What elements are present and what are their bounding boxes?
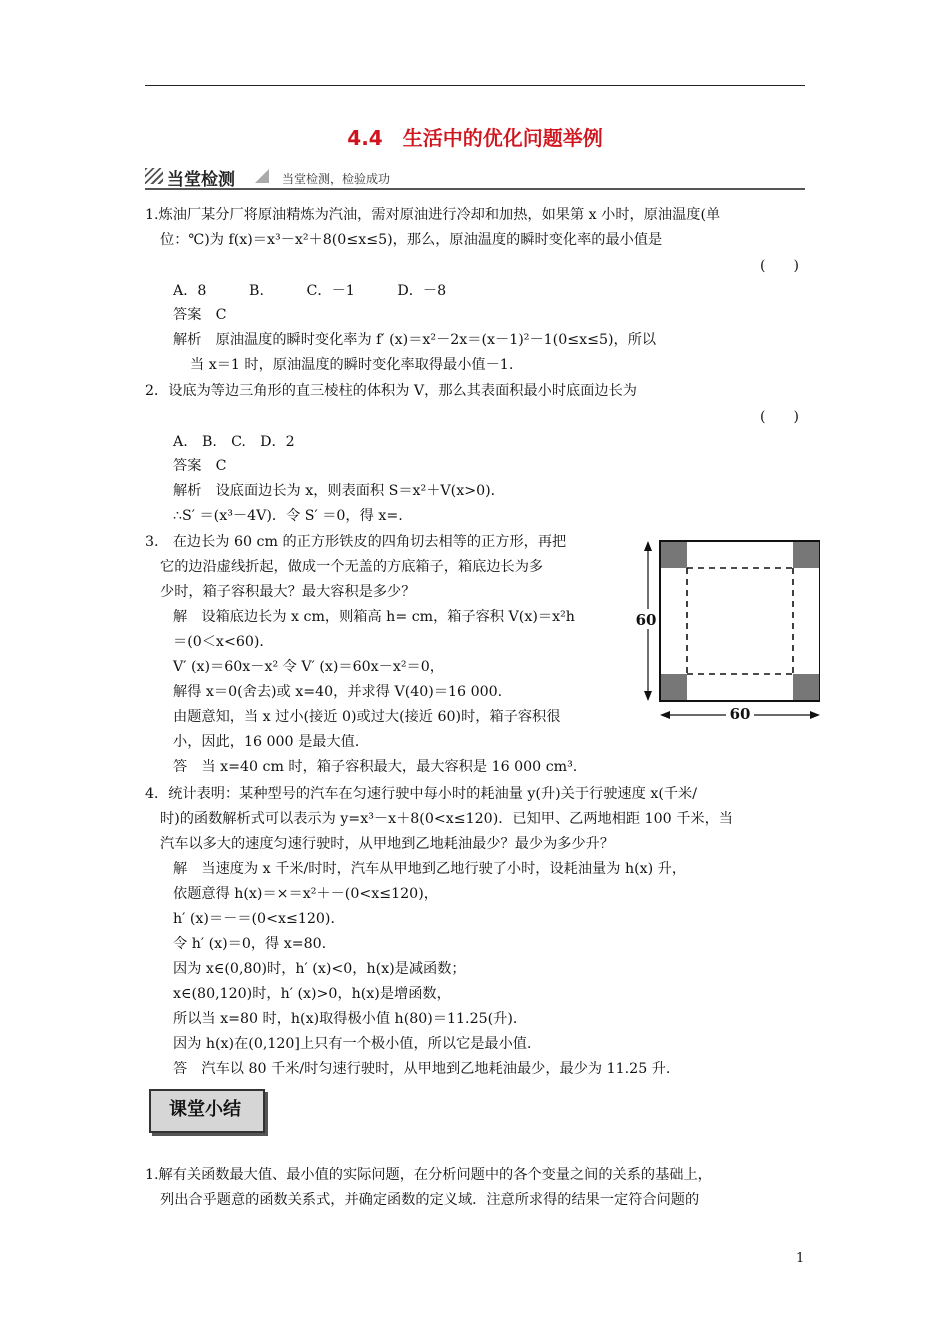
q3-line2: 它的边沿虚线折起，做成一个无盖的方底箱子，箱底边长为多 [160, 559, 544, 575]
q3-solution-line4: 解得 x＝0(舍去)或 x=40，并求得 V(40)＝16 000. [173, 684, 503, 700]
side-arrow-top [644, 541, 652, 551]
page-number: 1 [796, 1251, 805, 1266]
q4-solution-line8: 因为 h(x)在(0,120]上只有一个极小值，所以它是最小值． [173, 1036, 542, 1052]
q2-answer: 答案 C [173, 458, 227, 474]
q4-solution-line5: 因为 x∈(0,80)时，h′ (x)<0，h(x)是减函数； [173, 961, 466, 977]
q1-answer: 答案 C [173, 307, 227, 323]
q4-solution-line2: 依题意得 h(x)＝×＝x²＋－(0<x≤120)， [173, 886, 438, 902]
q4-line2: 时)的函数解析式可以表示为 y=x³－x＋8(0<x≤120)．已知甲、乙两地相距 100 千米，当 [160, 811, 733, 827]
q1-line2: 位：℃)为 f(x)＝x³－x²＋8(0≤x≤5)，那么，原油温度的瞬时变化率的最小值是 [160, 232, 663, 248]
q3-solution-line6: 小，因此，16 000 是最大值． [173, 734, 370, 750]
q3-solution-line3: V′ (x)＝60x－x² 令 V′ (x)＝60x－x²＝0， [173, 659, 444, 675]
q4-solution-line9: 答 汽车以 80 千米/时匀速行驶时，从甲地到乙地耗油最少，最少为 11.25 升. [173, 1061, 671, 1077]
q3-solution-line2: ＝(0＜x<60)． [173, 634, 274, 650]
corner-square-top-left [661, 542, 687, 568]
q4-solution-line6: x∈(80,120)时，h′ (x)>0，h(x)是增函数， [173, 986, 451, 1002]
q4-solution-line1: 解 当速度为 x 千米/时时，汽车从甲地到乙地行驶了小时，设耗油量为 h(x) 升， [173, 861, 687, 877]
q1-answer-paren: ( ) [760, 258, 799, 274]
corner-square-bottom-right [793, 674, 819, 700]
q1-analysis-line1: 解析 原油温度的瞬时变化率为 f′ (x)＝x²－2x＝(x－1)²－1(0≤x≤5)，所以 [173, 332, 657, 348]
summary-heading-box [145, 1085, 265, 1137]
q2-analysis-line1: 解析 设底面边长为 x，则表面积 S＝x²＋V(x>0)． [173, 483, 505, 499]
q2-options: A. B. C. D．2 [173, 434, 295, 450]
q4-solution-line7: 所以当 x=80 时，h(x)取得极小值 h(80)＝11.25(升)． [173, 1011, 528, 1027]
section-banner [145, 164, 805, 190]
banner-rule [145, 188, 805, 190]
corner-square-bottom-left [661, 674, 687, 700]
q1-options: A．8 B. C．－1 D．－8 [173, 283, 447, 299]
q4-line3: 汽车以多大的速度匀速行驶时，从甲地到乙地耗油最少？最少为多少升？ [160, 836, 615, 852]
bottom-arrow-left [660, 711, 670, 719]
section-subtitle: 当堂检测，检验成功 [282, 172, 391, 186]
q3-solution-line1: 解 设箱底边长为 x cm，则箱高 h= cm，箱子容积 V(x)＝x²h [173, 609, 575, 625]
page-title: 4.4 生活中的优化问题举例 [347, 126, 603, 150]
q4-solution-line3: h′ (x)＝－＝(0<x≤120)． [173, 911, 345, 927]
figure-side-label: 60 [635, 611, 657, 629]
summary-line2: 列出合乎题意的函数关系式，并确定函数的定义域．注意所求得的结果一定符合问题的 [160, 1192, 700, 1208]
corner-square-top-right [793, 542, 819, 568]
side-arrow-bottom [644, 691, 652, 701]
q2-line1: 2．设底为等边三角形的直三棱柱的体积为 V，那么其表面积最小时底面边长为 [145, 383, 637, 399]
section-title: 当堂检测 [167, 170, 235, 190]
summary-heading: 课堂小结 [169, 1099, 241, 1120]
summary-line1: 1.解有关函数最大值、最小值的实际问题，在分析问题中的各个变量之间的关系的基础上， [145, 1167, 712, 1183]
header-rule [145, 85, 805, 86]
q1-line1: 1.炼油厂某分厂将原油精炼为汽油，需对原油进行冷却和加热，如果第 x 小时，原油温度(单 [145, 207, 721, 223]
q4-solution-line4: 令 h′ (x)＝0，得 x=80. [173, 936, 327, 952]
q2-answer-paren: ( ) [760, 409, 799, 425]
banner-triangle-decoration [255, 169, 269, 183]
q1-analysis-line2: 当 x＝1 时，原油温度的瞬时变化率取得最小值－1. [190, 357, 514, 373]
q2-analysis-line2: ∴S′ ＝(x³－4V)．令 S′ ＝0，得 x=. [173, 508, 403, 524]
q3-line1: 3. 在边长为 60 cm 的正方形铁皮的四角切去相等的正方形，再把 [145, 534, 567, 550]
q3-solution-line5: 由题意知，当 x 过小(接近 0)或过大(接近 60)时，箱子容积很 [173, 709, 561, 725]
q3-solution-line7: 答 当 x=40 cm 时，箱子容积最大，最大容积是 16 000 cm³. [173, 759, 578, 775]
q4-line1: 4．统计表明：某种型号的汽车在匀速行驶中每小时的耗油量 y(升)关于行驶速度 x(千米/ [145, 786, 698, 802]
q3-line3: 少时，箱子容积最大？最大容积是多少？ [160, 584, 416, 600]
figure-bottom-label: 60 [729, 705, 751, 723]
bottom-arrow-right [810, 711, 820, 719]
banner-stripes-decoration [145, 168, 163, 184]
square-box-figure [630, 535, 820, 725]
